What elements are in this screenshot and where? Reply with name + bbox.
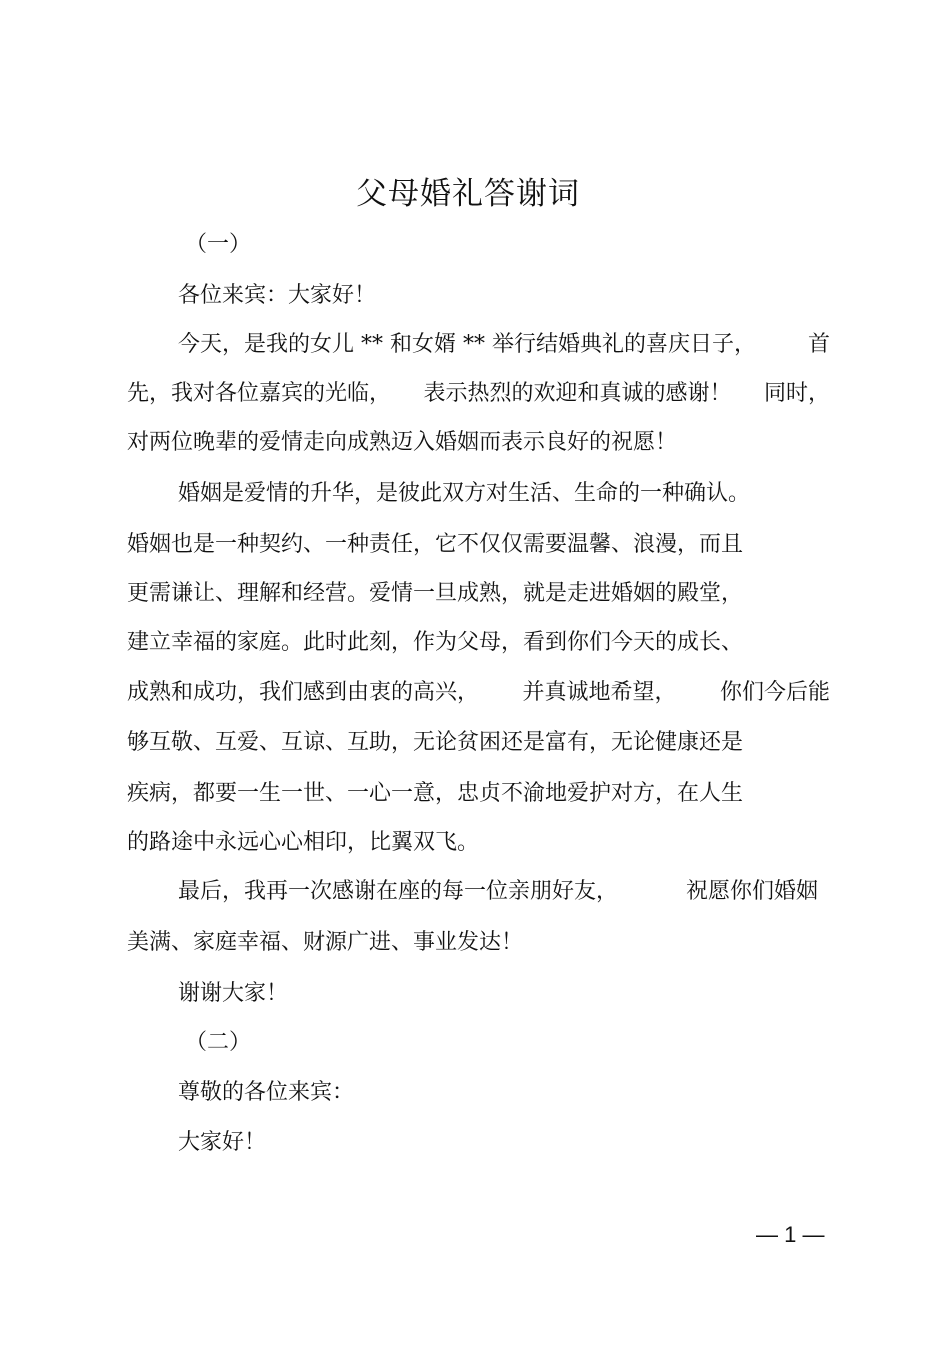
paragraph-line: 的路途中永远心心相印，比翼双飞。	[127, 830, 480, 855]
greeting-line: 各位来宾：大家好！	[178, 283, 377, 308]
paragraph-line: 疾病，都要一生一世、一心一意，忠贞不渝地爱护对方，在人生	[127, 781, 744, 806]
paragraph-line	[178, 330, 830, 360]
text-segment: 首	[807, 332, 830, 357]
text-segment: 最后，我再一次感谢在座的每一位亲朋好友，	[178, 879, 619, 904]
section-heading-two: （二）	[185, 1030, 252, 1055]
text-segment: 你们今后能	[719, 680, 830, 705]
text-segment: 同时，	[763, 381, 830, 406]
page-number: — 1 —	[756, 1222, 825, 1247]
text-segment: 今天，是我的女儿 ** 和女婿 ** 举行结婚典礼的喜庆日子，	[178, 332, 756, 357]
paragraph-line: 建立幸福的家庭。此时此刻，作为父母，看到你们今天的成长、	[127, 630, 744, 655]
paragraph-line: 够互敬、互爱、互谅、互助，无论贫困还是富有，无论健康还是	[127, 730, 744, 755]
closing-line: 谢谢大家！	[178, 981, 289, 1006]
paragraph-line	[178, 877, 818, 907]
text-segment: 先，我对各位嘉宾的光临，	[127, 381, 392, 406]
paragraph-line: 对两位晚辈的爱情走向成熟迈入婚姻而表示良好的祝愿！	[127, 430, 678, 455]
paragraph-line	[127, 678, 830, 708]
text-segment: 表示热烈的欢迎和真诚的感谢！	[423, 381, 732, 406]
text-segment: 并真诚地希望，	[522, 680, 677, 705]
paragraph-line: 美满、家庭幸福、财源广进、事业发达！	[127, 930, 524, 955]
paragraph-line: 更需谦让、理解和经营。爱情一旦成熟，就是走进婚姻的殿堂，	[127, 581, 744, 606]
paragraph-line	[127, 379, 830, 409]
greeting-line: 大家好！	[178, 1130, 267, 1155]
document-title: 父母婚礼答谢词	[356, 176, 580, 212]
text-segment: 祝愿你们婚姻	[685, 879, 818, 904]
paragraph-line: 婚姻也是一种契约、一种责任，它不仅仅需要温馨、浪漫，而且	[127, 532, 744, 557]
text-segment: 成熟和成功，我们感到由衷的高兴，	[127, 680, 480, 705]
section-heading-one: （一）	[185, 232, 252, 257]
greeting-line: 尊敬的各位来宾：	[178, 1080, 355, 1105]
paragraph-line: 婚姻是爱情的升华，是彼此双方对生活、生命的一种确认。	[178, 481, 751, 506]
